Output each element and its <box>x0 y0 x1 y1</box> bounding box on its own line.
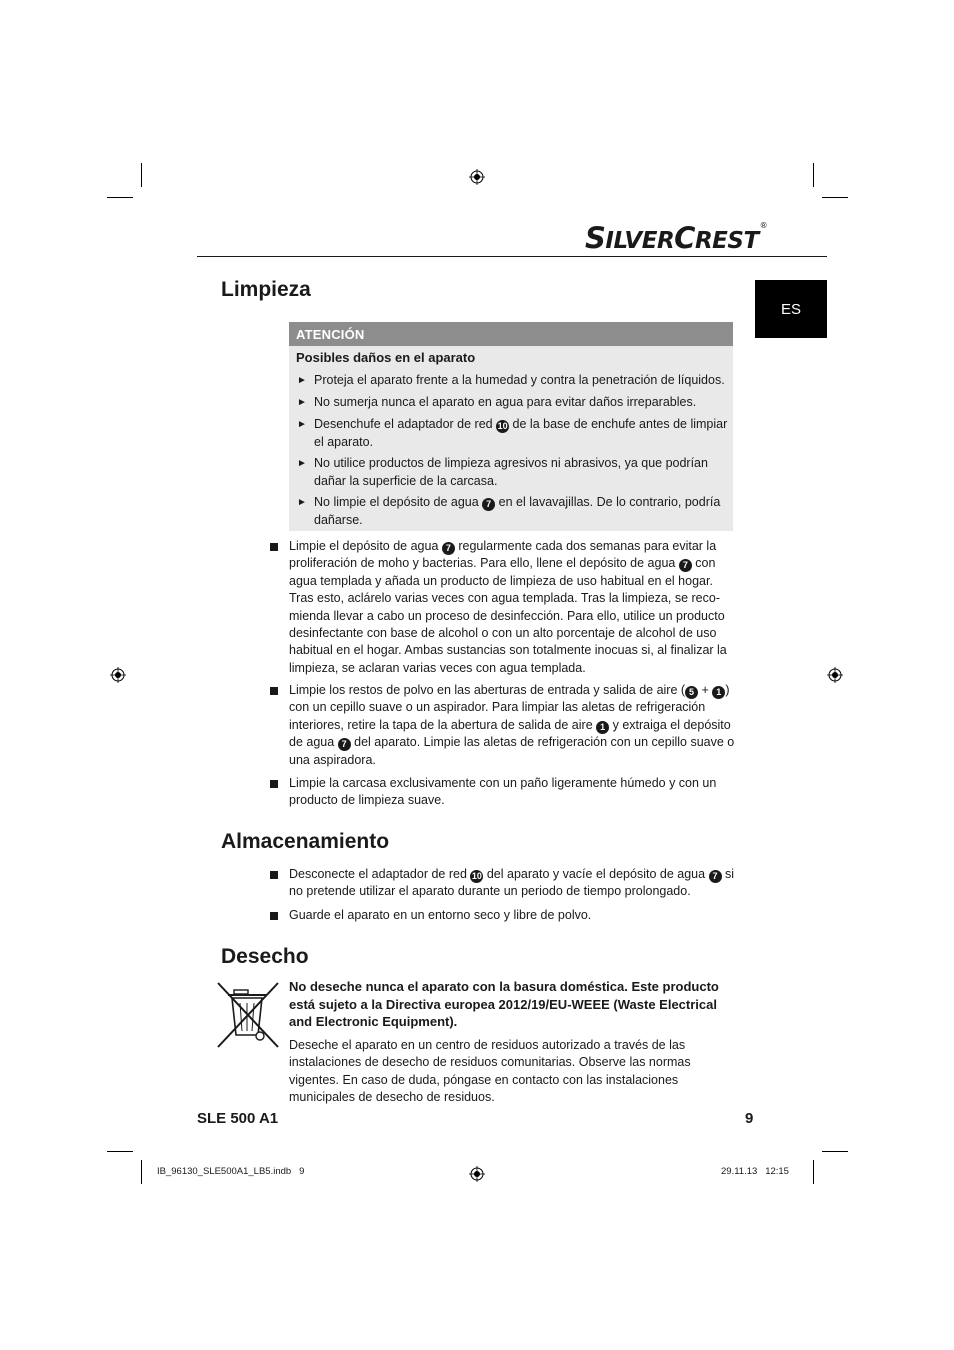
crop-mark <box>822 1151 848 1152</box>
crop-mark <box>107 1151 133 1152</box>
part-number-badge: 5 <box>685 686 698 699</box>
part-number-badge: 7 <box>442 542 455 555</box>
list-item: Desconecte el adaptador de red 10 del aparato y vacíe el depósito de agua 7 si no pretende utilizar el aparato durante un periodo de tiempo prolongado. <box>289 866 735 901</box>
part-number-badge: 7 <box>482 498 495 511</box>
arrow-bullet-icon: ► <box>297 375 307 386</box>
crop-mark <box>141 163 142 187</box>
registration-mark-icon <box>469 169 485 185</box>
crop-mark <box>813 163 814 187</box>
warning-item: ► Proteja el aparato frente a la humedad y contra la penetración de líquidos. <box>314 372 732 390</box>
language-tab: ES <box>755 280 827 338</box>
warning-item: ► No sumerja nunca el aparato en agua para evitar daños irreparables. <box>314 394 732 412</box>
part-number-badge: 7 <box>679 559 692 572</box>
section-title-almacenamiento: Almacenamiento <box>221 830 390 853</box>
crop-mark <box>107 197 133 198</box>
model-number: SLE 500 A1 <box>197 1110 279 1127</box>
part-number-badge: 7 <box>338 738 351 751</box>
brand-logo: SILVERCREST® <box>585 221 768 255</box>
print-slug-file: IB_96130_SLE500A1_LB5.indb 9 <box>157 1166 305 1177</box>
part-number-badge: 7 <box>709 870 722 883</box>
part-number-badge: 1 <box>712 686 725 699</box>
warning-item: ► No utilice productos de limpieza agresivos ni abrasivos, ya que podrían dañar la superficie de la carcasa. <box>297 456 708 488</box>
crop-mark <box>822 197 848 198</box>
registration-mark-icon <box>827 667 843 683</box>
part-number-badge: 1 <box>596 721 609 734</box>
square-bullet-icon <box>270 687 278 695</box>
section-title-desecho: Desecho <box>221 945 309 968</box>
registration-mark-icon <box>110 667 126 683</box>
list-item: Limpie el depósito de agua 7 regularmente cada dos semanas para evitar la proliferación de moho y bacterias. Para ello, llene el depósito de agua 7 con agua templada y añada un producto de limpieza de uso habitual en el hogar. Tras esto, aclárelo varias veces con agua templada. Tras la limpieza, se reco-mienda llevar a cabo un proceso de desinfección. Para ello, utilice un producto desinfectante con base de alcohol o con un alto porcentaje de alcohol de uso habitual en el hogar. Ambas sustancias son totalmente inocuas si, al finalizar la limpieza, se aclaran varias veces con agua templada. <box>289 538 735 677</box>
list-item: Limpie los restos de polvo en las aberturas de entrada y salida de aire ( 5 + 1 ) con un cepillo suave o un aspirador. Para limpiar las aletas de refrigeración interiores, retire la tapa de la abertura de salida de aire 1 y extraiga el depósito de agua 7 del aparato. Limpie las aletas de refrigeración con un cepillo suave o una aspiradora. <box>289 682 735 769</box>
list-item: Limpie la carcasa exclusivamente con un paño ligeramente húmedo y con un producto de limpieza suave. <box>289 775 735 810</box>
warning-item: ► Desenchufe el adaptador de red 10 de la base de enchufe antes de limpiar el aparato. <box>297 417 728 449</box>
square-bullet-icon <box>270 871 278 879</box>
page-number: 9 <box>745 1110 754 1127</box>
arrow-bullet-icon: ► <box>297 419 307 430</box>
warning-item: ► No limpie el depósito de agua 7 en el lavavajillas. De lo contrario, podría dañarse. <box>297 495 721 527</box>
warning-box <box>289 322 733 531</box>
square-bullet-icon <box>270 780 278 788</box>
crop-mark <box>813 1160 814 1184</box>
weee-crossed-bin-icon <box>216 981 280 1049</box>
warning-heading: ATENCIÓN <box>289 322 733 346</box>
print-slug-date: 29.11.13 12:15 <box>721 1166 789 1177</box>
part-number-badge: 10 <box>497 421 508 431</box>
crop-mark <box>141 1160 142 1184</box>
disposal-text: Deseche el aparato en un centro de residuos autorizado a través de las instalaciones de desecho de residuos comunitarias. Observe las normas vigentes. En caso de duda, póngase en contacto con las instalaciones municipales de desecho de residuos. <box>289 1038 691 1105</box>
section-title-limpieza: Limpieza <box>221 278 311 301</box>
arrow-bullet-icon: ► <box>297 397 307 408</box>
square-bullet-icon <box>270 543 278 551</box>
arrow-bullet-icon: ► <box>297 458 307 469</box>
list-item: Guarde el aparato en un entorno seco y libre de polvo. <box>289 907 735 924</box>
square-bullet-icon <box>270 912 278 920</box>
registration-mark-icon <box>469 1166 485 1182</box>
header-rule <box>197 256 827 257</box>
disposal-warning: No deseche nunca el aparato con la basura doméstica. Este producto está sujeto a la Directiva europea 2012/19/EU-WEEE (Waste Electrical and Electronic Equipment). <box>289 979 719 1029</box>
arrow-bullet-icon: ► <box>297 497 307 508</box>
part-number-badge: 10 <box>471 871 482 881</box>
warning-subheading: Posibles daños en el aparato <box>296 350 476 365</box>
